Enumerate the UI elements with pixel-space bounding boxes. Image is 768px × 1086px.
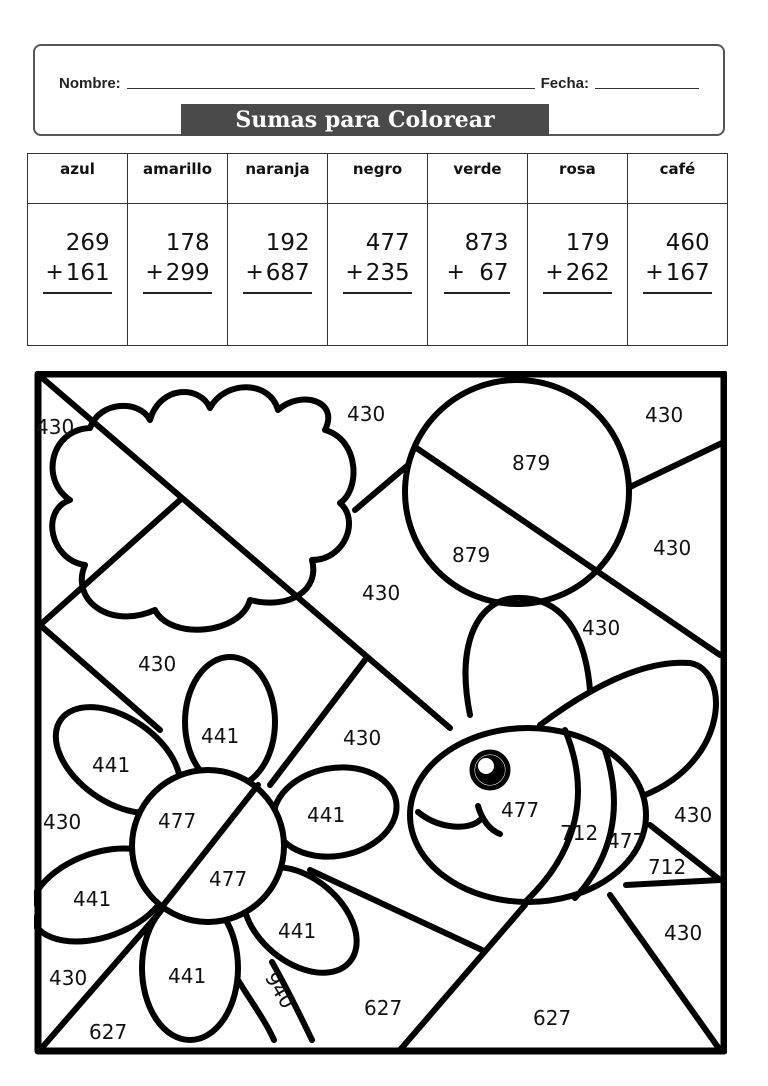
color-label-azul: azul	[28, 154, 128, 204]
region-label: 879	[452, 543, 491, 567]
name-field[interactable]	[127, 87, 535, 89]
region-label: 441	[278, 919, 317, 943]
region-label: 430	[674, 803, 713, 827]
addition-problem	[243, 228, 311, 294]
sum-cell[interactable]	[627, 204, 727, 346]
sum-cell[interactable]	[428, 204, 528, 346]
region-label: 430	[138, 652, 177, 676]
plus-sign: +	[45, 260, 64, 285]
region-label: 441	[168, 964, 207, 988]
region-label: 430	[362, 581, 401, 605]
region-label: 712	[560, 821, 599, 845]
region-label: 430	[645, 403, 684, 427]
addend-bottom: 167	[665, 260, 710, 286]
color-names-row	[28, 154, 728, 204]
region-label: 430	[343, 726, 382, 750]
plus-sign: +	[345, 260, 364, 285]
plus-sign: +	[446, 260, 465, 285]
color-key-table	[27, 153, 728, 346]
addition-problem	[643, 228, 711, 294]
sum-cell[interactable]	[128, 204, 228, 346]
plus-sign: +	[145, 260, 164, 285]
name-label: Nombre:	[59, 75, 121, 92]
region-label: 627	[533, 1006, 572, 1030]
date-field[interactable]	[595, 87, 699, 89]
region-label: 430	[347, 402, 386, 426]
addition-problem	[543, 228, 611, 294]
region-label: 477	[158, 809, 197, 833]
region-label: 627	[364, 996, 403, 1020]
color-label-negro: negro	[328, 154, 428, 204]
region-label: 477	[209, 867, 248, 891]
sum-cell[interactable]	[228, 204, 328, 346]
region-label: 430	[653, 536, 692, 560]
color-label-amarillo: amarillo	[128, 154, 228, 204]
region-label: 712	[648, 855, 687, 879]
date-label: Fecha:	[540, 75, 589, 92]
addend-top: 179	[565, 230, 610, 256]
addend-top: 477	[365, 230, 410, 256]
region-label: 430	[49, 966, 88, 990]
addend-bottom: 299	[165, 260, 210, 286]
addend-bottom: 262	[565, 260, 610, 286]
addend-bottom: 235	[365, 260, 410, 286]
addend-bottom: 687	[265, 260, 310, 286]
region-label: 430	[664, 921, 703, 945]
region-label: 430	[582, 616, 621, 640]
header-box	[33, 44, 725, 136]
addend-top: 460	[665, 230, 710, 256]
addend-bottom: 161	[65, 260, 110, 286]
coloring-picture	[34, 371, 727, 1055]
plus-sign: +	[645, 260, 664, 285]
addend-top: 178	[165, 230, 210, 256]
region-label: 441	[201, 724, 240, 748]
plus-sign: +	[245, 260, 264, 285]
region-label: 940	[260, 967, 300, 1013]
color-label-naranja: naranja	[228, 154, 328, 204]
addend-top: 192	[265, 230, 310, 256]
sum-cell[interactable]	[328, 204, 428, 346]
addition-problem	[444, 228, 510, 294]
addend-bottom: 67	[479, 260, 509, 286]
region-label: 477	[607, 829, 646, 853]
name-date-row	[59, 72, 699, 92]
region-label: 430	[43, 810, 82, 834]
addend-top: 269	[65, 230, 110, 256]
addition-problem	[143, 228, 211, 294]
region-label: 627	[89, 1020, 128, 1044]
region-label: 441	[307, 803, 346, 827]
region-label: 441	[73, 887, 112, 911]
color-label-cafe: café	[627, 154, 727, 204]
addition-problem	[343, 228, 411, 294]
page-title: Sumas para Colorear	[181, 104, 549, 136]
region-label: 430	[36, 415, 75, 439]
plus-sign: +	[545, 260, 564, 285]
sum-cell[interactable]	[28, 204, 128, 346]
region-label: 441	[92, 753, 131, 777]
coloring-drawing	[34, 371, 727, 1055]
sums-row	[28, 204, 728, 346]
sum-cell[interactable]	[527, 204, 627, 346]
region-label: 477	[501, 798, 540, 822]
addition-problem	[43, 228, 111, 294]
region-label: 879	[512, 451, 551, 475]
color-label-verde: verde	[428, 154, 528, 204]
addend-top: 873	[464, 230, 509, 256]
color-label-rosa: rosa	[527, 154, 627, 204]
